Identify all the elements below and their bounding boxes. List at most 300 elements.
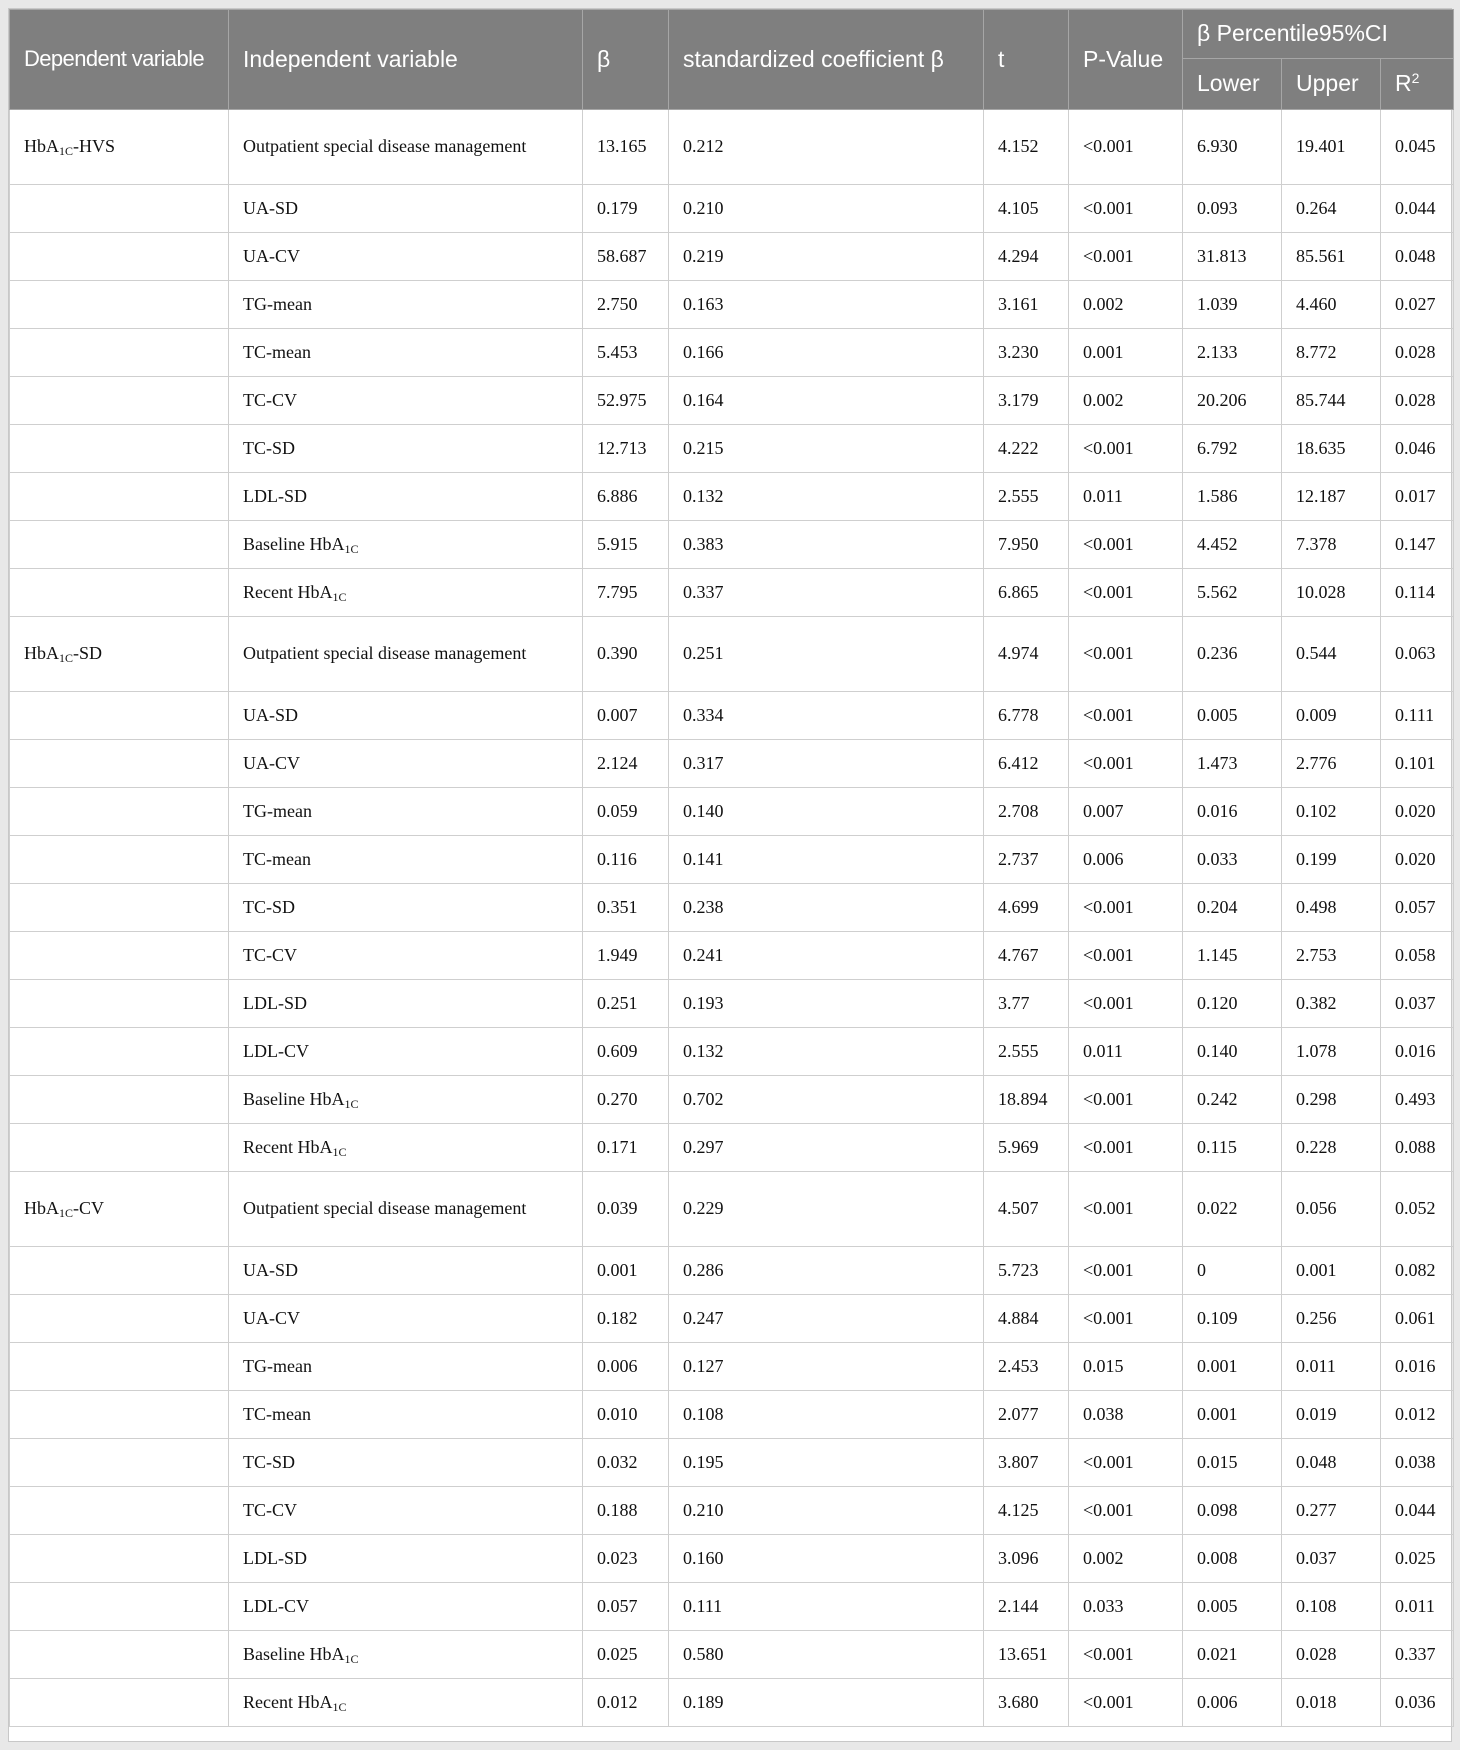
independent-label: Baseline HbA [243,1643,345,1664]
cell-std: 0.127 [669,1343,984,1391]
cell-p: <0.001 [1069,932,1183,980]
dependent-subscript: 1C [59,1206,74,1221]
table-row [10,1343,1454,1391]
cell-r2: 0.027 [1381,281,1454,329]
cell-lower: 0.008 [1183,1535,1282,1583]
cell-lower: 1.473 [1183,740,1282,788]
cell-lower: 0.001 [1183,1391,1282,1439]
cell-p: <0.001 [1069,1487,1183,1535]
header-beta: β [583,10,669,110]
dependent-variable-cell [10,1247,229,1295]
dependent-variable-cell [10,836,229,884]
cell-beta: 0.182 [583,1295,669,1343]
cell-t: 6.778 [984,692,1069,740]
cell-t: 4.152 [984,110,1069,185]
cell-upper: 0.011 [1282,1343,1381,1391]
dependent-variable-cell [10,617,229,692]
cell-upper: 0.498 [1282,884,1381,932]
table-body [10,110,1454,1727]
cell-std: 0.337 [669,569,984,617]
independent-label: UA-CV [243,1307,300,1328]
cell-p: <0.001 [1069,1247,1183,1295]
cell-t: 7.950 [984,521,1069,569]
cell-r2: 0.061 [1381,1295,1454,1343]
cell-r2: 0.048 [1381,233,1454,281]
cell-lower: 31.813 [1183,233,1282,281]
cell-lower: 0.016 [1183,788,1282,836]
dependent-variable-cell [10,884,229,932]
cell-p: 0.002 [1069,1535,1183,1583]
cell-t: 6.412 [984,740,1069,788]
cell-std: 0.111 [669,1583,984,1631]
cell-lower: 1.039 [1183,281,1282,329]
cell-r2: 0.147 [1381,521,1454,569]
cell-upper: 1.078 [1282,1028,1381,1076]
cell-std: 0.140 [669,788,984,836]
cell-upper: 0.102 [1282,788,1381,836]
table-row [10,1439,1454,1487]
independent-variable-cell [229,1631,583,1679]
cell-lower: 0.236 [1183,617,1282,692]
cell-t: 2.555 [984,473,1069,521]
cell-r2: 0.044 [1381,1487,1454,1535]
cell-std: 0.195 [669,1439,984,1487]
cell-p: <0.001 [1069,884,1183,932]
cell-upper: 2.753 [1282,932,1381,980]
independent-label: LDL-SD [243,992,307,1013]
table-row [10,110,1454,185]
cell-p: 0.002 [1069,377,1183,425]
cell-p: <0.001 [1069,233,1183,281]
cell-upper: 0.037 [1282,1535,1381,1583]
independent-label: Outpatient special disease management [243,1198,527,1219]
cell-r2: 0.493 [1381,1076,1454,1124]
cell-beta: 0.001 [583,1247,669,1295]
cell-lower: 0.109 [1183,1295,1282,1343]
cell-p: <0.001 [1069,1295,1183,1343]
dependent-variable-cell [10,185,229,233]
cell-lower: 1.586 [1183,473,1282,521]
cell-p: <0.001 [1069,740,1183,788]
dependent-variable-cell [10,1631,229,1679]
cell-upper: 0.264 [1282,185,1381,233]
cell-std: 0.164 [669,377,984,425]
cell-p: <0.001 [1069,110,1183,185]
cell-beta: 6.886 [583,473,669,521]
cell-beta: 5.915 [583,521,669,569]
cell-std: 0.247 [669,1295,984,1343]
independent-variable-cell [229,1679,583,1727]
cell-p: <0.001 [1069,1631,1183,1679]
cell-beta: 0.179 [583,185,669,233]
cell-beta: 2.750 [583,281,669,329]
cell-std: 0.163 [669,281,984,329]
cell-std: 0.160 [669,1535,984,1583]
cell-beta: 0.039 [583,1172,669,1247]
independent-variable-cell [229,1439,583,1487]
cell-r2: 0.044 [1381,185,1454,233]
cell-t: 2.144 [984,1583,1069,1631]
table-row [10,185,1454,233]
table-row [10,1076,1454,1124]
cell-r2: 0.020 [1381,836,1454,884]
cell-lower: 1.145 [1183,932,1282,980]
header-lower: Lower [1183,59,1282,110]
independent-label: TC-CV [243,944,297,965]
cell-r2: 0.058 [1381,932,1454,980]
cell-lower: 0.140 [1183,1028,1282,1076]
table-row [10,1028,1454,1076]
independent-variable-cell [229,377,583,425]
cell-upper: 85.744 [1282,377,1381,425]
cell-lower: 0.033 [1183,836,1282,884]
cell-lower: 0.001 [1183,1343,1282,1391]
cell-lower: 0.021 [1183,1631,1282,1679]
cell-r2: 0.012 [1381,1391,1454,1439]
cell-beta: 0.609 [583,1028,669,1076]
cell-lower: 0.005 [1183,1583,1282,1631]
table-row [10,329,1454,377]
cell-upper: 12.187 [1282,473,1381,521]
cell-p: <0.001 [1069,692,1183,740]
cell-beta: 0.007 [583,692,669,740]
cell-upper: 0.382 [1282,980,1381,1028]
independent-label: TC-SD [243,1451,296,1472]
table-row [10,1679,1454,1727]
table-row [10,1391,1454,1439]
cell-r2: 0.101 [1381,740,1454,788]
independent-variable-cell [229,836,583,884]
cell-p: 0.033 [1069,1583,1183,1631]
cell-std: 0.132 [669,473,984,521]
independent-subscript: 1C [332,1699,347,1714]
cell-lower: 0 [1183,1247,1282,1295]
cell-beta: 0.006 [583,1343,669,1391]
table-row [10,569,1454,617]
table-row [10,884,1454,932]
header-r2-sup: 2 [1411,70,1420,87]
dependent-variable-cell [10,692,229,740]
dependent-base: HbA [24,1198,59,1219]
dependent-base: HbA [24,136,59,157]
dependent-variable-cell [10,1679,229,1727]
cell-lower: 0.005 [1183,692,1282,740]
cell-t: 3.77 [984,980,1069,1028]
cell-p: 0.007 [1069,788,1183,836]
table-row [10,1631,1454,1679]
cell-upper: 85.561 [1282,233,1381,281]
cell-t: 2.453 [984,1343,1069,1391]
cell-t: 4.222 [984,425,1069,473]
cell-beta: 0.010 [583,1391,669,1439]
cell-t: 2.708 [984,788,1069,836]
table-row [10,425,1454,473]
independent-subscript: 1C [344,1651,359,1666]
table-row [10,692,1454,740]
cell-std: 0.215 [669,425,984,473]
dependent-variable-cell [10,980,229,1028]
cell-beta: 58.687 [583,233,669,281]
cell-upper: 0.028 [1282,1631,1381,1679]
table-row [10,377,1454,425]
independent-variable-cell [229,740,583,788]
cell-lower: 20.206 [1183,377,1282,425]
cell-r2: 0.038 [1381,1439,1454,1487]
independent-label: UA-CV [243,245,300,266]
cell-p: 0.006 [1069,836,1183,884]
independent-label: TC-CV [243,1499,297,1520]
independent-label: LDL-SD [243,1547,307,1568]
cell-upper: 0.199 [1282,836,1381,884]
table-frame [8,8,1452,1742]
cell-upper: 0.009 [1282,692,1381,740]
table-row [10,980,1454,1028]
cell-upper: 2.776 [1282,740,1381,788]
table-row [10,1583,1454,1631]
dependent-variable-cell [10,281,229,329]
cell-upper: 0.019 [1282,1391,1381,1439]
cell-lower: 4.452 [1183,521,1282,569]
cell-lower: 0.242 [1183,1076,1282,1124]
table-row [10,1535,1454,1583]
cell-p: 0.001 [1069,329,1183,377]
independent-variable-cell [229,980,583,1028]
cell-r2: 0.111 [1381,692,1454,740]
cell-lower: 0.098 [1183,1487,1282,1535]
header-r2 [1381,59,1454,110]
cell-p: <0.001 [1069,1124,1183,1172]
cell-upper: 0.277 [1282,1487,1381,1535]
cell-lower: 0.022 [1183,1172,1282,1247]
cell-std: 0.317 [669,740,984,788]
cell-beta: 0.023 [583,1535,669,1583]
table-header [10,10,1454,110]
cell-t: 13.651 [984,1631,1069,1679]
independent-variable-cell [229,233,583,281]
independent-variable-cell [229,1535,583,1583]
cell-t: 3.680 [984,1679,1069,1727]
independent-subscript: 1C [344,541,359,556]
cell-r2: 0.037 [1381,980,1454,1028]
cell-lower: 5.562 [1183,569,1282,617]
independent-variable-cell [229,617,583,692]
independent-variable-cell [229,569,583,617]
cell-beta: 0.059 [583,788,669,836]
cell-t: 5.723 [984,1247,1069,1295]
header-t: t [984,10,1069,110]
header-ci-group: β Percentile95%CI [1183,10,1454,59]
dependent-variable-cell [10,740,229,788]
cell-std: 0.297 [669,1124,984,1172]
cell-t: 4.767 [984,932,1069,980]
independent-variable-cell [229,1172,583,1247]
independent-label: TC-SD [243,437,296,458]
dependent-suffix: -CV [73,1198,105,1219]
independent-variable-cell [229,1343,583,1391]
cell-r2: 0.114 [1381,569,1454,617]
independent-label: LDL-CV [243,1040,309,1061]
cell-r2: 0.082 [1381,1247,1454,1295]
cell-upper: 0.048 [1282,1439,1381,1487]
dependent-variable-cell [10,233,229,281]
cell-std: 0.108 [669,1391,984,1439]
cell-upper: 0.544 [1282,617,1381,692]
independent-variable-cell [229,932,583,980]
independent-label: Recent HbA [243,581,333,602]
cell-r2: 0.017 [1381,473,1454,521]
dependent-variable-cell [10,1487,229,1535]
table-row [10,617,1454,692]
cell-r2: 0.028 [1381,329,1454,377]
cell-beta: 0.012 [583,1679,669,1727]
independent-variable-cell [229,884,583,932]
dependent-suffix: -HVS [73,136,116,157]
table-row [10,1247,1454,1295]
independent-label: TC-mean [243,341,311,362]
cell-upper: 7.378 [1282,521,1381,569]
dependent-variable-cell [10,1391,229,1439]
table-row [10,740,1454,788]
cell-beta: 0.171 [583,1124,669,1172]
independent-label: Baseline HbA [243,533,345,554]
cell-std: 0.251 [669,617,984,692]
independent-variable-cell [229,281,583,329]
cell-t: 4.699 [984,884,1069,932]
cell-lower: 0.015 [1183,1439,1282,1487]
cell-beta: 0.390 [583,617,669,692]
cell-t: 2.077 [984,1391,1069,1439]
cell-std: 0.702 [669,1076,984,1124]
independent-variable-cell [229,692,583,740]
header-std-beta: standardized coefficient β [669,10,984,110]
cell-r2: 0.025 [1381,1535,1454,1583]
dependent-variable-cell [10,569,229,617]
cell-p: 0.011 [1069,1028,1183,1076]
cell-upper: 0.256 [1282,1295,1381,1343]
cell-beta: 2.124 [583,740,669,788]
cell-std: 0.141 [669,836,984,884]
independent-label: TG-mean [243,1355,312,1376]
dependent-variable-cell [10,1583,229,1631]
cell-t: 2.555 [984,1028,1069,1076]
cell-std: 0.210 [669,185,984,233]
table-row [10,836,1454,884]
dependent-variable-cell [10,1172,229,1247]
independent-variable-cell [229,1124,583,1172]
cell-p: <0.001 [1069,521,1183,569]
cell-t: 4.507 [984,1172,1069,1247]
cell-beta: 0.116 [583,836,669,884]
cell-p: 0.015 [1069,1343,1183,1391]
table-row [10,1124,1454,1172]
cell-upper: 8.772 [1282,329,1381,377]
cell-t: 3.161 [984,281,1069,329]
cell-p: <0.001 [1069,617,1183,692]
cell-std: 0.212 [669,110,984,185]
cell-std: 0.383 [669,521,984,569]
cell-std: 0.334 [669,692,984,740]
cell-beta: 52.975 [583,377,669,425]
cell-std: 0.286 [669,1247,984,1295]
header-p-value: P-Value [1069,10,1183,110]
cell-r2: 0.011 [1381,1583,1454,1631]
dependent-suffix: -SD [73,643,103,664]
independent-variable-cell [229,1076,583,1124]
cell-r2: 0.046 [1381,425,1454,473]
dependent-variable-cell [10,1295,229,1343]
table-row [10,788,1454,836]
independent-variable-cell [229,1487,583,1535]
cell-lower: 0.120 [1183,980,1282,1028]
cell-beta: 0.025 [583,1631,669,1679]
table-row [10,1487,1454,1535]
cell-r2: 0.052 [1381,1172,1454,1247]
cell-std: 0.580 [669,1631,984,1679]
independent-label: UA-SD [243,704,299,725]
independent-label: TC-mean [243,1403,311,1424]
cell-t: 5.969 [984,1124,1069,1172]
table-row [10,521,1454,569]
dependent-variable-cell [10,473,229,521]
cell-p: <0.001 [1069,1679,1183,1727]
independent-variable-cell [229,110,583,185]
cell-std: 0.229 [669,1172,984,1247]
cell-upper: 0.108 [1282,1583,1381,1631]
cell-lower: 0.204 [1183,884,1282,932]
header-r2-base: R [1395,70,1412,97]
cell-t: 4.974 [984,617,1069,692]
cell-t: 3.096 [984,1535,1069,1583]
cell-r2: 0.036 [1381,1679,1454,1727]
dependent-variable-cell [10,425,229,473]
cell-r2: 0.016 [1381,1343,1454,1391]
cell-p: <0.001 [1069,185,1183,233]
independent-label: LDL-SD [243,485,307,506]
cell-upper: 4.460 [1282,281,1381,329]
cell-t: 4.125 [984,1487,1069,1535]
cell-lower: 6.930 [1183,110,1282,185]
cell-beta: 7.795 [583,569,669,617]
cell-std: 0.219 [669,233,984,281]
independent-label: Outpatient special disease management [243,643,527,664]
header-independent: Independent variable [229,10,583,110]
independent-subscript: 1C [344,1096,359,1111]
cell-upper: 18.635 [1282,425,1381,473]
cell-t: 3.807 [984,1439,1069,1487]
independent-label: TC-SD [243,896,296,917]
dependent-variable-cell [10,1124,229,1172]
cell-r2: 0.057 [1381,884,1454,932]
table-row [10,473,1454,521]
independent-label: LDL-CV [243,1595,309,1616]
cell-beta: 0.057 [583,1583,669,1631]
cell-lower: 0.115 [1183,1124,1282,1172]
independent-variable-cell [229,1391,583,1439]
cell-r2: 0.337 [1381,1631,1454,1679]
cell-t: 2.737 [984,836,1069,884]
cell-lower: 0.006 [1183,1679,1282,1727]
dependent-base: HbA [24,643,59,664]
independent-variable-cell [229,788,583,836]
cell-p: 0.038 [1069,1391,1183,1439]
cell-beta: 0.351 [583,884,669,932]
cell-t: 3.230 [984,329,1069,377]
cell-p: <0.001 [1069,1076,1183,1124]
cell-upper: 0.228 [1282,1124,1381,1172]
independent-label: Baseline HbA [243,1088,345,1109]
dependent-variable-cell [10,788,229,836]
cell-p: <0.001 [1069,425,1183,473]
